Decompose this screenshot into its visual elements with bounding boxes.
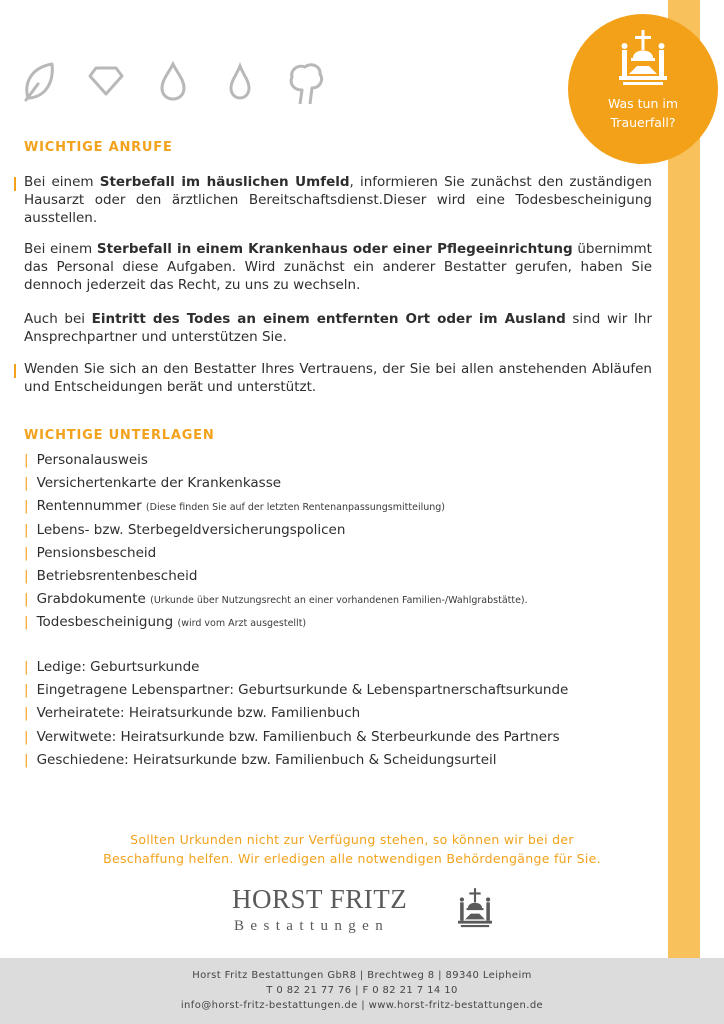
paragraph-home-death: Bei einem Sterbefall im häuslichen Umfeld, informieren Sie zunächst den zuständigen Hausarzt oder den ärztlichen Bereitschaftsdienst.Dieser wird eine Todesbescheinigung ausstellen. (24, 174, 652, 226)
cross-candles-icon (619, 30, 667, 86)
list-item-label: Pensionsbescheid (36, 544, 157, 561)
document-list (24, 450, 664, 636)
cross-candles-icon (458, 886, 492, 930)
list-bullet: | (24, 452, 29, 468)
list-item-note: (wird vom Arzt ausgestellt) (177, 618, 307, 630)
list-bullet: | (24, 544, 29, 561)
list-item-note: (Urkunde über Nutzungsrecht an einer vorhandenen Familien-/Wahlgrabstätte). (150, 595, 528, 607)
list-bullet: | (24, 521, 29, 538)
badge-line-1: Was tun im (607, 96, 679, 111)
list-item (24, 543, 664, 566)
list-bullet: | (24, 591, 29, 608)
list-item (24, 450, 664, 473)
drop-icon (158, 60, 188, 102)
closing-line-2: Beschaffung helfen. Wir erledigen alle notwendigen Behördengänge für Sie. (103, 850, 601, 866)
paragraph-trust: Wenden Sie sich an den Bestatter Ihres Vertrauens, der Sie bei allen anstehenden Abläufen und Entscheidungen berät und unterstützt. (24, 361, 652, 395)
footer-phone: T 0 82 21 77 76 | F 0 82 21 7 14 10 (266, 985, 458, 996)
closing-line-1: Sollten Urkunden nicht zur Verfügung stehen, so können wir bei der (130, 832, 574, 847)
list-item-label: Geschiedene: Heiratsurkunde bzw. Familienbuch & Scheidungsurteil (36, 751, 497, 768)
list-item-note: (Diese finden Sie auf der letzten Rentenanpassungsmitteilung) (145, 502, 446, 514)
company-logo (232, 884, 502, 944)
logo-name: HORST FRITZ (232, 884, 408, 914)
emphasis: Sterbefall in einem Krankenhaus oder einer Pflegeeinrichtung (96, 241, 573, 257)
list-item-label: Ledige: Geburtsurkunde (36, 659, 200, 675)
list-item-label: Todesbescheinigung (36, 614, 174, 631)
footer-address: Horst Fritz Bestattungen GbR8 | Brechtweg 8 | 89340 Leipheim (192, 970, 532, 981)
list-item-label: Grabdokumente (36, 591, 146, 608)
list-item (24, 680, 664, 703)
list-item (24, 750, 664, 773)
list-item-label: Eingetragene Lebenspartner: Geburtsurkunde & Lebenspartnerschaftsurkunde (36, 682, 569, 699)
emphasis: Eintritt des Todes an einem entfernten Ort oder im Ausland (91, 311, 566, 327)
closing-note (20, 831, 684, 868)
list-item (24, 566, 664, 589)
footer (0, 958, 724, 1024)
list-item-label: Betriebsrentenbescheid (36, 567, 198, 584)
emphasis: Sterbefall im häuslichen Umfeld (99, 174, 350, 190)
list-bullet: | (24, 682, 29, 699)
list-item-label: Rentennummer (36, 498, 142, 515)
list-item (24, 657, 664, 680)
paragraph-hospital-death: Bei einem Sterbefall in einem Krankenhaus oder einer Pflegeeinrichtung übernimmt das Personal diese Aufgaben. Wird zunächst ein anderer Bestatter gerufen, haben Sie dennoch jederzeit das Recht, zu uns zu wechseln. (24, 241, 652, 293)
list-item (24, 703, 664, 726)
list-bullet: | (24, 705, 29, 722)
list-item (24, 727, 664, 750)
list-bullet: | (24, 475, 29, 492)
section-heading-calls: WICHTIGE ANRUFE (24, 140, 173, 155)
section-heading-documents: WICHTIGE UNTERLAGEN (24, 428, 215, 443)
list-item-label: Verwitwete: Heiratsurkunde bzw. Familienbuch & Sterbeurkunde des Partners (36, 728, 560, 745)
badge-line-2: Trauerfall? (610, 115, 676, 130)
heart-icon (86, 60, 126, 100)
logo-subtitle: Bestattungen (234, 918, 390, 934)
list-bullet: | (24, 614, 29, 631)
list-bullet: | (24, 751, 29, 768)
list-bullet: | (24, 659, 29, 675)
list-item (24, 520, 664, 543)
list-item-label: Personalausweis (36, 452, 148, 468)
list-item (24, 496, 664, 519)
paragraph-abroad-death: Auch bei Eintritt des Todes an einem entfernten Ort oder im Ausland sind wir Ihr Ansprechpartner und unterstützen Sie. (24, 311, 653, 345)
drop-small-icon (226, 60, 254, 102)
list-bullet: | (24, 498, 29, 515)
list-item-label: Lebens- bzw. Sterbegeldversicherungspolicen (36, 521, 346, 538)
status-document-list (24, 657, 664, 773)
list-item-label: Versichertenkarte der Krankenkasse (36, 475, 282, 492)
list-item (24, 612, 664, 635)
list-item (24, 589, 664, 612)
list-bullet: | (24, 728, 29, 745)
tree-icon (286, 60, 326, 106)
info-badge (568, 14, 718, 164)
leaf-icon (22, 60, 56, 102)
accent-bar (14, 177, 16, 191)
list-bullet: | (24, 567, 29, 584)
list-item (24, 473, 664, 496)
footer-contact: info@horst-fritz-bestattungen.de | www.horst-fritz-bestattungen.de (180, 1000, 544, 1011)
list-item-label: Verheiratete: Heiratsurkunde bzw. Familienbuch (36, 705, 361, 722)
accent-bar (14, 364, 16, 378)
